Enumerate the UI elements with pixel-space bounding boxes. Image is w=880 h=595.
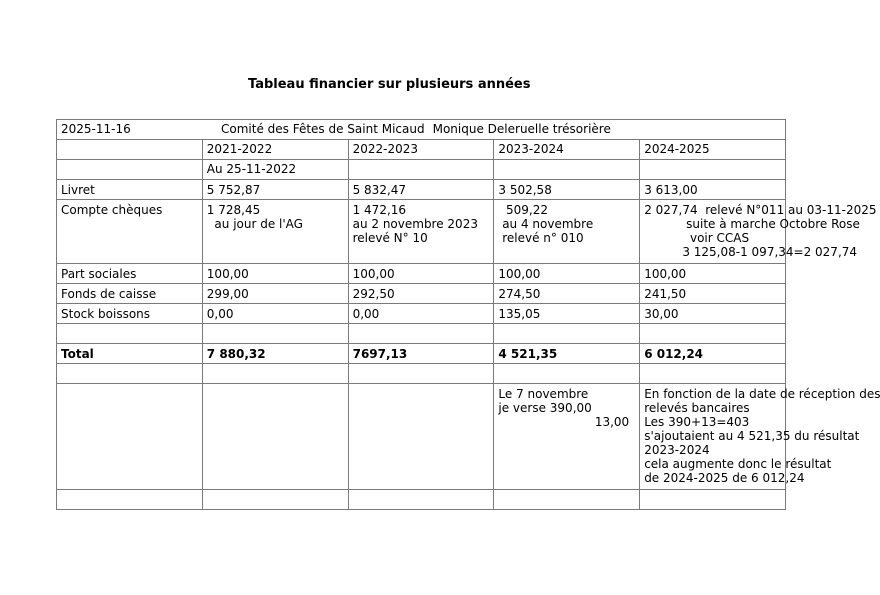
- year-2024: 2024-2025: [640, 140, 786, 160]
- empty-cell: [494, 490, 640, 510]
- financial-table: [56, 119, 880, 510]
- row-label-parts: Part sociales: [57, 264, 203, 284]
- note-2024: En fonction de la date de réception des relevés bancaires Les 390+13=403 s'ajoutaient au 4 521,35 du résultat 2023-2024 cela augmente donc le résultat de 2024-2025 de 6 012,24: [640, 384, 786, 490]
- empty-cell: [348, 324, 494, 344]
- header-cell: [57, 120, 786, 140]
- stock-2024: 30,00: [640, 304, 786, 324]
- row-label-total: Total: [57, 344, 203, 364]
- empty-cell: [57, 490, 203, 510]
- fonds-2021: 299,00: [202, 284, 348, 304]
- empty-cell: [57, 364, 203, 384]
- spacer-row: [57, 490, 786, 510]
- empty-cell: [494, 364, 640, 384]
- empty-cell: [202, 364, 348, 384]
- empty-cell: [348, 384, 494, 490]
- livret-2023: 3 502,58: [494, 180, 640, 200]
- empty-cell: [202, 384, 348, 490]
- empty-cell: [348, 364, 494, 384]
- fonds-2023: 274,50: [494, 284, 640, 304]
- row-label-cheques: Compte chèques: [57, 200, 203, 264]
- row-label-livret: Livret: [57, 180, 203, 200]
- livret-2021: 5 752,87: [202, 180, 348, 200]
- table-header-row: [57, 120, 786, 140]
- empty-cell: [640, 364, 786, 384]
- fonds-2024: 241,50: [640, 284, 786, 304]
- empty-cell: [494, 324, 640, 344]
- parts-2024: 100,00: [640, 264, 786, 284]
- cheques-row: [57, 200, 786, 264]
- empty-cell: [57, 140, 203, 160]
- spacer-row: [57, 324, 786, 344]
- empty-cell: [640, 490, 786, 510]
- total-2024: 6 012,24: [640, 344, 786, 364]
- year-2022: 2022-2023: [348, 140, 494, 160]
- stock-2021: 0,00: [202, 304, 348, 324]
- year-2023: 2023-2024: [494, 140, 640, 160]
- date-note-row: [57, 160, 786, 180]
- total-row: [57, 344, 786, 364]
- cheques-2024: 2 027,74 relevé N°011 au 03-11-2025 suite à marche Octobre Rose voir CCAS 3 125,08-1 097,34=2 027,74: [640, 200, 786, 264]
- spacer-row: [57, 364, 786, 384]
- cheques-2021: 1 728,45 au jour de l'AG: [202, 200, 348, 264]
- notes-row: [57, 384, 786, 490]
- cheques-2023: 509,22 au 4 novembre relevé n° 010: [494, 200, 640, 264]
- years-row: [57, 140, 786, 160]
- note-2023: Le 7 novembre je verse 390,00 13,00: [494, 384, 640, 490]
- empty-cell: [202, 490, 348, 510]
- empty-cell: [640, 160, 786, 180]
- livret-2024: 3 613,00: [640, 180, 786, 200]
- empty-cell: [640, 324, 786, 344]
- date-note-2021: Au 25-11-2022: [202, 160, 348, 180]
- total-2021: 7 880,32: [202, 344, 348, 364]
- empty-cell: [494, 160, 640, 180]
- total-2022: 7697,13: [348, 344, 494, 364]
- empty-cell: [57, 324, 203, 344]
- parts-2023: 100,00: [494, 264, 640, 284]
- stock-2023: 135,05: [494, 304, 640, 324]
- livret-row: [57, 180, 786, 200]
- parts-row: [57, 264, 786, 284]
- year-2021: 2021-2022: [202, 140, 348, 160]
- empty-cell: [348, 160, 494, 180]
- row-label-fonds: Fonds de caisse: [57, 284, 203, 304]
- organization-name: Comité des Fêtes de Saint Micaud: [221, 122, 425, 136]
- empty-cell: [202, 324, 348, 344]
- empty-cell: [57, 160, 203, 180]
- parts-2022: 100,00: [348, 264, 494, 284]
- fonds-row: [57, 284, 786, 304]
- stock-row: [57, 304, 786, 324]
- fonds-2022: 292,50: [348, 284, 494, 304]
- treasurer-name: Monique Deleruelle trésorière: [432, 122, 611, 136]
- stock-2022: 0,00: [348, 304, 494, 324]
- row-label-stock: Stock boissons: [57, 304, 203, 324]
- total-2023: 4 521,35: [494, 344, 640, 364]
- report-date: 2025-11-16: [61, 122, 131, 136]
- empty-cell: [57, 384, 203, 490]
- cheques-2022: 1 472,16 au 2 novembre 2023 relevé N° 10: [348, 200, 494, 264]
- empty-cell: [348, 490, 494, 510]
- livret-2022: 5 832,47: [348, 180, 494, 200]
- parts-2021: 100,00: [202, 264, 348, 284]
- page-title: Tableau financier sur plusieurs années: [248, 77, 531, 92]
